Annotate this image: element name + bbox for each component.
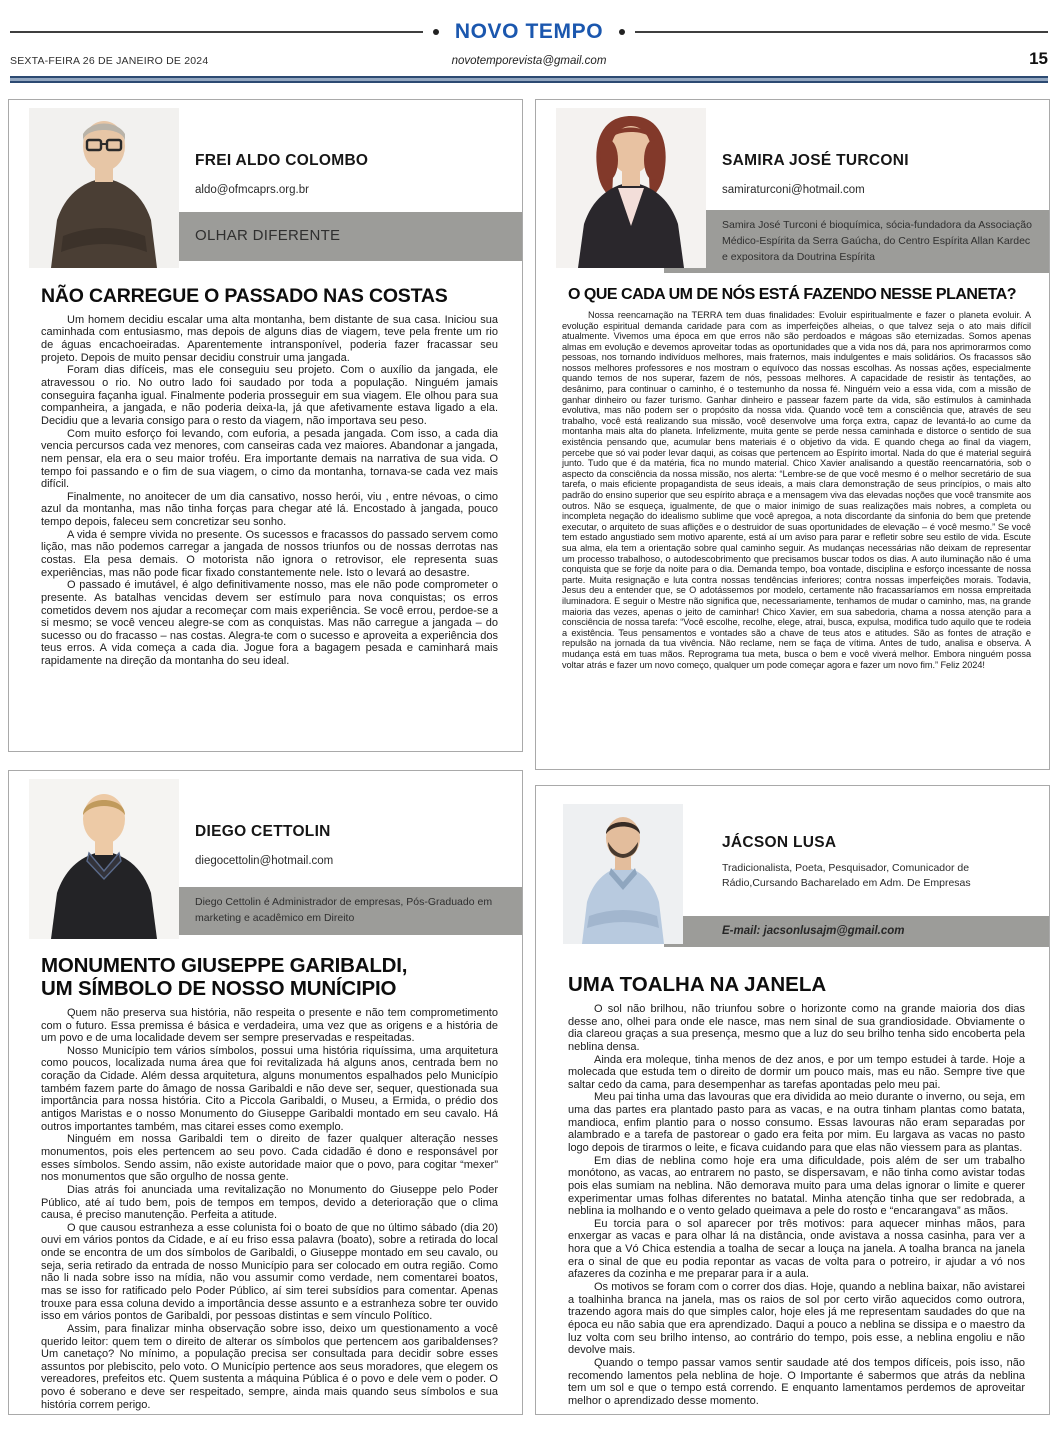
author-photo [562, 804, 684, 944]
author-bio: Tradicionalista, Poeta, Pesquisador, Comunicador de Rádio,Cursando Bacharelado em Adm. De Empresas [722, 862, 971, 890]
article-paragraph: Um homem decidiu escalar uma alta montanha, bem distante de sua casa. Iniciou sua caminhada com entusiasmo, mas depois de alguns dias de viagem, teve pela frente um rio de águas encachoeiradas. Aparentemente intransponível, poderia fazer fracassar seu projeto. Depois de muito pensar decidiu construir uma jangada. [41, 313, 498, 364]
band-text: E-mail: jacsonlusajm@gmail.com [722, 925, 905, 937]
article-paragraph: Os motivos se foram com o correr dos dias. Hoje, quando a neblina baixar, não avistarei a toalhinha branca na janela, mas os raios de sol por certo virão aquecidos como outrora, trazendo agora mais do que simples calor, hoje eles já me representam saudades do que na época eu não sabia que era aprendizado. Daqui a pouco a neblina se dissipa e o maestro da luz volta com seu brilho intenso, ao contrário do tempo, pois esse, a neblina engoliu e não devolve mais. [568, 1281, 1025, 1357]
article-box-samira [535, 99, 1050, 770]
article-box-jacson [535, 785, 1050, 1415]
article-paragraph: Finalmente, no anoitecer de um dia cansativo, nosso herói, viu , entre névoas, o cimo azul da montanha, mas não tinha forças para chegar até lá. Encostado à jangada, pouco tempo depois, faleceu sem concretizar seu sonho. [41, 490, 498, 529]
article-paragraph: Ninguém em nossa Garibaldi tem o direito de fazer qualquer alteração nesses monumentos, pois eles pertencem ao seu povo. Cada cidadão é dono e responsável por esses símbolos. Sendo assim, não existe autoridade maior que o povo, para cogitar “mexer” nos monumentos que são orgulho de nossa gente. [41, 1133, 498, 1184]
author-info [195, 100, 522, 196]
author-name: FREI ALDO COLOMBO [195, 152, 369, 169]
author-email: diegocettolin@hotmail.com [195, 855, 334, 867]
band-text: Diego Cettolin é Administrador de empresas, Pós-Graduado em marketing e acadêmico em Direito [195, 896, 493, 924]
article-box-diego [8, 770, 523, 1415]
page-masthead: NOVO TEMPO [454, 20, 604, 43]
author-card [536, 100, 1049, 272]
author-photo [29, 779, 179, 939]
issue-date: SEXTA-FEIRA 26 DE JANEIRO DE 2024 [10, 55, 209, 67]
article-paragraph: Assim, para finalizar minha observação sobre isso, deixo um questionamento a você querido leitor: quem tem o direito de alterar os símbolos que pertencem aos garibaldenses? Um canetaço? No mínimo, a população precisa ser consultada para decidir sobre esses assuntos por plebiscito, pelo voto. O Município pertence aos seus moradores, que elegem os vereadores, prefeitos etc. Quem sustenta a máquina Pública é o povo e dele vem o poder. O povo é soberano e deve ser respeitado, sempre, ainda mais quando seus símbolos e sua história correm perigo. [41, 1322, 498, 1411]
article-paragraph: A vida é sempre vivida no presente. Os sucessos e fracassos do passado servem como lição, mas não podemos carregar a jangada de nossos triunfos ou de nossas derrotas nas costas. Ela pesa demais. O motorista não ignora o retrovisor, ele representa suas experiências, mas não pode ficar fixado constantemente nele. Isto o levará ao desastre. [41, 528, 498, 579]
article-paragraph: Quem não preserva sua história, não respeita o presente e não tem comprometimento com o futuro. Essa premissa é básica e verdadeira, uma vez que as origens e a história de um povo e de uma localidade devem ser sempre preservadas e respeitadas. [41, 1006, 498, 1045]
masthead-row [10, 20, 1048, 44]
article-headline [41, 955, 498, 1001]
article-box-frei-aldo [8, 99, 523, 752]
samira-portrait-icon [556, 108, 706, 268]
headline-line: MONUMENTO GIUSEPPE GARIBALDI, [41, 954, 408, 977]
author-info [722, 786, 1049, 891]
author-email: aldo@ofmcaprs.org.br [195, 184, 309, 196]
article-body [562, 310, 1031, 670]
headline-line: UM SÍMBOLO DE NOSSO MUNÍCIPIO [41, 976, 397, 1000]
bullet-dot-icon [619, 29, 625, 35]
article-body [568, 1003, 1025, 1408]
article-paragraph: Eu torcia para o sol aparecer por três motivos: para aquecer minhas mãos, para enxergar as vacas e para olhar lá na distância, onde avistava a nossa casinha, para ver a hora que a Vó Chica estendia a toalha de secar a louça na janela. A toalha branca na janela era o sinal de que eu podia repontar as vacas de volta para o potreiro, ir ajudar a vó nos afazeres da cozinha e me preparar para ir a aula. [568, 1217, 1025, 1281]
band-text: Samira José Turconi é bioquímica, sócia-fundadora da Associação Médico-Espírita da Serra Gaúcha, do Centro Espírita Allan Kardec e expositora da Doutrina Espírita [722, 219, 1032, 263]
article-paragraph: Foram dias difíceis, mas ele conseguiu seu projeto. Com o auxílio da jangada, ele atravessou o rio. No outro lado foi saudado por toda a população. Ninguém jamais conseguira façanha igual. Finalmente poderia prosseguir em sua viagem. Ele olhou para sua companheira, a jangada, e não poderia deixa-la, já que afetivamente estava ligado a ela. Decidiu que a levaria consigo para o resto da viagem, não importava seu peso. [41, 364, 498, 427]
author-card [9, 100, 522, 272]
header-subrow [10, 49, 1048, 69]
article-paragraph: Ainda era moleque, tinha menos de dez anos, e por um tempo estudei à tarde. Hoje a molecada que estuda tem o direito de dormir um pouco mais, mas eu não. Sempre tive que saltar cedo da cama, para desempenhar as tarefas apontadas pelo meu pai. [568, 1053, 1025, 1091]
column-title-band [137, 212, 522, 261]
article-headline: NÃO CARREGUE O PASSADO NAS COSTAS [41, 285, 448, 307]
article-headline: UMA TOALHA NA JANELA [568, 973, 827, 996]
page-header [0, 0, 1058, 83]
article-paragraph: Nosso Município tem vários símbolos, possui uma história riquíssima, uma arquitetura como poucos, localizada numa área que foi revitalizada há alguns anos, centrada bem no coração da Cidade. Além dessa arquitetura, alguns monumentos espalhados pelo Município também fazem parte do âmago de nossa Garibaldi e não deve ser, sequer, questionada sua importância para nossa história. Cito a Piccola Garibaldi, o Museu, a Ermida, o prédio dos antigos Maristas e o nosso Monumento do Giuseppe Garibaldi montado em seu cavalo. Há outros importantes também, mas citarei esses como exemplo. [41, 1044, 498, 1133]
article-paragraph: Nossa reencarnação na TERRA tem duas finalidades: Evoluir espiritualmente e fazer o planeta evoluir. A evolução espiritual demanda caridade para com as imperfeições alheias, o que talvez seja o ato mais difícil atualmente. Vivemos uma época em que erros não são perdoados e mágoas são eternizadas. Somos apenas almas em evolução e devemos aproveitar todas as oportunidades que a vida nos dá, para nos aprimorarmos como pessoas, nos tornando indivíduos melhores, mais fraternos, mais indulgentes e mais solidários. Os fracassos são nossos melhores professores e nos mostram o equívoco das nossas escolhas. As nossas ações, especialmente quando temos de nos superar, fazem de nós, pessoas melhores. A capacidade de resistir às tentações, ao desânimo, para continuar o caminho, é o testemunho da nossa fé. Ninguém veio a essa vida, com a missão de ganhar dinheiro ou fazer turismo. Ganhar dinheiro e passear fazem parte da vida, são estímulos à caminhada evolutiva, mas não podem ser o propósito da nossa vida. Quando você tem a consciência que, através de seu trabalho, você está realizando sua missão, você desenvolve uma força extra, capaz de levantá-lo ao cume da montanha mais alta do planeta. Infelizmente, muita gente se perde nessa caminhada e distorce o sentido de sua existência pensando que, acumular bens materiais é o objetivo da vida. E quando chega ao final da viagem, percebe que só vai poder levar daqui, as coisas que pertencem ao Espírito imortal. Nada do que é material seguirá junto. Tudo que é da matéria, fica no mundo material. Chico Xavier analisando a questão reencarnatória, sob o aspecto da consciência da nossa missão, nos alerta: “Lembre-se de que você mesmo é o melhor secretário de sua tarefa, o mais eficiente propagandista de seus ideais, a mais clara demonstração de seus princípios, o mais alto padrão do ensino superior que seu espírito abraça e a mensagem viva das elevadas noções que você transmite aos outros. Não se esqueça, igualmente, de que o maior inimigo de suas realizações mais nobres, a completa ou incompleta negação do idealismo sublime que você apregoa, a nota discordante da sinfonia do bem que pretende executar, o arquiteto de suas aflições e o destruidor de suas oportunidades de elevação – é você mesmo.” Se você tem estado angustiado sem motivo aparente, está aí um aviso para parar e refletir sobre seu estilo de vida. Escute sua alma, ela tem a orientação sobre qual caminho seguir. As mudanças necessárias não deixam de representar um processo trabalhoso, o autodescobrimento que precisamos buscar todos os dias. A auto iluminação não é uma conquista que se forje da noite para o dia. Demanda tempo, boa vontade, disciplina e esforço incessante de nossa parte. Muita resignação e luta contra nossas tendências inferiores; contra nossas imperfeições morais. Todavia, Jesus deu a entender que, se O adotássemos por modelo, certamente não fracassaríamos em nossa empreitada iluminadora. E seguir o Mestre não significa que, necessariamente, tenhamos de mudar o caminho, mas, na grande maioria das vezes, apenas o jeito de caminhar! Chico Xavier, em sua sabedoria, chama a nossa atenção para a consciência de nossa tarefa: “Você escolhe, recolhe, elege, atrai, busca, expulsa, modifica tudo aquilo que te rodeia a existência. Teus pensamentos e vontades são a chave de teus atos e atitudes. São as fontes de atração e repulsão na jornada da tua vivência. Não reclame, nem se faça de vítima. Antes de tudo, analisa e observa. A mudança está em tuas mãos. Reprograma tua meta, busca o bem e você viverá melhor. Embora ninguém possa voltar atrás e fazer um novo começo, qualquer um pode começar agora e fazer um novo fim.” Feliz 2024! [562, 309, 1031, 670]
left-column [8, 99, 523, 1415]
author-photo [29, 108, 179, 268]
article-headline: O QUE CADA UM DE NÓS ESTÁ FAZENDO NESSE PLANETA? [568, 286, 1017, 303]
author-name: SAMIRA JOSÉ TURCONI [722, 152, 909, 169]
article-paragraph: Dias atrás foi anunciada uma revitalização no Monumento do Giuseppe pelo Poder Público, até aí tudo bem, pois de tempos em tempos, devido a deterioração que o clima causa, é preciso manutenção. Perfeita a atitude. [41, 1183, 498, 1222]
article-paragraph: O sol não brilhou, não triunfou sobre o horizonte como na grande maioria dos dias desse ano, olhei para onde ele nasce, mas nem sinal de sua grandiosidade. Obviamente o dia clareou graças a sua presença, mesmo que a luz do seu brilho tenha sido encoberta pela neblina densa. [568, 1002, 1025, 1053]
article-paragraph: Meu pai tinha uma das lavouras que era dividida ao meio durante o inverno, ou seja, em uma das partes era plantado pasto para as vacas, e na outra tinham plantas como batata, mandioca, enfim plantio para o nosso consumo. Essas lavouras não eram separadas por alambrado e a tarefa de pastorear o gado era feita por mim. Eu largava as vacas no pasto logo depois de tirarmos o leite, e ficava cuidando para que elas não viessem para as plantas. [568, 1091, 1025, 1154]
frei-aldo-portrait-icon [29, 108, 179, 268]
article-paragraph: O passado é imutável, é algo definitivamente nosso, mas ele não pode comprometer o presente. As batalhas vencidas devem ser estímulo para nova conquistas; os erros cometidos devem nos ajudar a recomeçar com mais experiência. Se você errou, perdoe-se a si mesmo; se você venceu alegre-se com as conquistas. Mas não carregue a jangada – do sucesso ou do fracasso – nas costas. Alegra-te com o sucesso e aproveita a experiência dos teus erros. A vida começa a cada dia. Jogue fora a bagagem pesada e caminhará mais rapidamente na direção da montanha do seu ideal. [41, 579, 498, 668]
author-email: samiraturconi@hotmail.com [722, 184, 865, 196]
author-email-band [664, 916, 1049, 947]
article-paragraph: Quando o tempo passar vamos sentir saudade até dos tempos difíceis, pois isso, não recomendo lamentos pela neblina de hoje. O Importante é sabermos que atrás da neblina tem um sol e que o tempo está correndo. E enquanto lamentamos perdemos de aproveitar melhor o aprendizado desse momento. [568, 1356, 1025, 1407]
article-body [41, 314, 498, 668]
article-grid [8, 99, 1050, 1415]
author-photo [556, 108, 706, 268]
page-number: 15 [1029, 49, 1048, 68]
masthead-email: novotemporevista@gmail.com [451, 55, 607, 67]
masthead-rule-right [635, 31, 1048, 33]
bullet-dot-icon [433, 29, 439, 35]
author-card [536, 786, 1049, 958]
article-body [41, 1007, 498, 1412]
author-name: DIEGO CETTOLIN [195, 823, 331, 840]
author-info [722, 100, 1049, 196]
author-card [9, 771, 522, 943]
diego-portrait-icon [29, 779, 179, 939]
author-bio-band [664, 210, 1049, 273]
band-text: OLHAR DIFERENTE [195, 227, 341, 244]
author-info [195, 771, 522, 867]
article-paragraph: O que causou estranheza a esse colunista foi o boato de que no último sábado (dia 20) ouvi em vários pontos da Cidade, e aí eu friso essa palavra (boato), sobre a retirada do local onde se encontra de um dos símbolos de Garibaldi, o Giuseppe montado em seu cavalo, ou seja, seria retirado da entrada de nosso Município para ser colocado em outra região. Como não li nada sobre isso na mídia, não vou assumir como verdade, nem comentarei boatos, mas se isso for ratificado pelo Poder Público, aí sim terei subsídios para comentar. Apenas trouxe para essa coluna devido a importância desse assunto e a estranheza sobre ter ouvido isso em vários pontos de Garibaldi, por pessoas distintas e sem vínculo Político. [41, 1221, 498, 1323]
author-bio-band [137, 887, 522, 935]
article-paragraph: Em dias de neblina como hoje era uma dificuldade, pois além de ser um trabalho monótono, as vacas, ao entrarem no pasto, se dispersavam, e não tinha como avistar todas pois elas sumiam na neblina. Não demorava muito para uma delas ignorar o limite e querer experimentar umas folhas diferentes no batatal. Minha atenção tinha que ser redobrada, a neblina ia molhando e o vento gelado queimava a pele do rosto e “encarangava” as mãos. [568, 1154, 1025, 1218]
author-name: JÁCSON LUSA [722, 834, 837, 851]
header-divider-rule [10, 76, 1048, 83]
masthead-rule-left [10, 31, 423, 33]
jacson-portrait-icon [562, 804, 684, 944]
right-column [535, 99, 1050, 1415]
article-paragraph: Com muito esforço foi levando, com euforia, a pesada jangada. Com isso, a cada dia vencia percursos cada vez menores, com canseiras cada vez maiores. Abandonar a jangada, nem pensar, ela era o seu maior troféu. Era importante demais na narrativa de sua vida. O tempo foi passando e o fim de sua viagem, o cimo da montanha, tornava-se cada vez mais difícil. [41, 427, 498, 491]
